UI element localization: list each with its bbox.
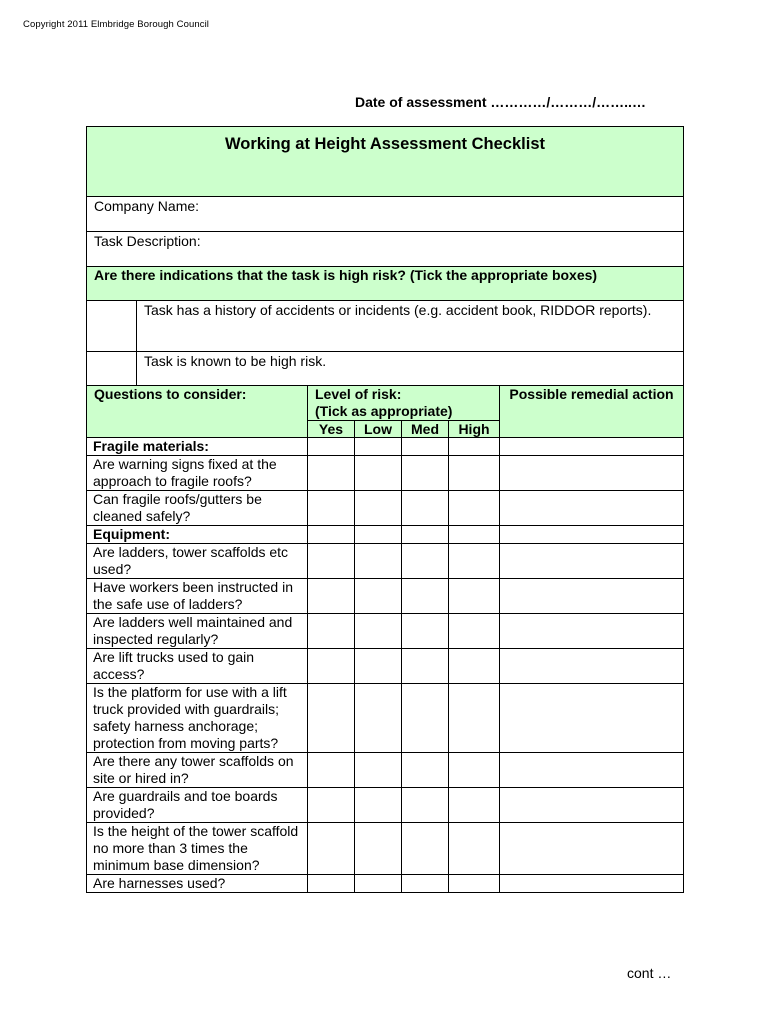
continued-note: cont … <box>627 965 672 981</box>
question-text: Have workers been instructed in the safe use of ladders? <box>87 579 308 614</box>
high-header: High <box>449 421 500 438</box>
risk-tick-cell[interactable] <box>449 526 500 544</box>
risk-tick-cell[interactable] <box>308 526 355 544</box>
yes-tick-cell[interactable] <box>308 684 355 753</box>
low-tick-cell[interactable] <box>355 788 402 823</box>
risk-tick-cell[interactable] <box>355 438 402 456</box>
risk-tick-cell[interactable] <box>355 526 402 544</box>
remedial-action-cell[interactable] <box>500 684 684 753</box>
med-tick-cell[interactable] <box>402 823 449 875</box>
yes-tick-cell[interactable] <box>308 753 355 788</box>
yes-tick-cell[interactable] <box>308 614 355 649</box>
indicator-checkbox[interactable] <box>87 352 137 386</box>
section-heading: Fragile materials: <box>87 438 308 456</box>
indicator-text: Task has a history of accidents or incidents (e.g. accident book, RIDDOR reports). <box>137 301 684 352</box>
high-tick-cell[interactable] <box>449 875 500 893</box>
assessment-checklist-table <box>86 126 684 893</box>
med-header: Med <box>402 421 449 438</box>
copyright-notice: Copyright 2011 Elmbridge Borough Council <box>23 19 210 30</box>
remedial-action-cell[interactable] <box>500 491 684 526</box>
med-tick-cell[interactable] <box>402 579 449 614</box>
date-of-assessment: Date of assessment …………/………/……..… <box>355 94 646 110</box>
med-tick-cell[interactable] <box>402 649 449 684</box>
remedial-action-cell[interactable] <box>500 788 684 823</box>
question-text: Is the platform for use with a lift truck provided with guardrails; safety harness anchorage; protection from moving parts? <box>87 684 308 753</box>
questions-header: Questions to consider: <box>87 386 308 438</box>
remedial-action-cell[interactable] <box>500 875 684 893</box>
yes-tick-cell[interactable] <box>308 544 355 579</box>
high-tick-cell[interactable] <box>449 823 500 875</box>
question-row <box>87 875 684 893</box>
med-tick-cell[interactable] <box>402 875 449 893</box>
level-of-risk-label: Level of risk: <box>315 386 402 402</box>
remedial-action-cell[interactable] <box>500 753 684 788</box>
med-tick-cell[interactable] <box>402 684 449 753</box>
high-tick-cell[interactable] <box>449 544 500 579</box>
high-tick-cell[interactable] <box>449 491 500 526</box>
question-text: Are ladders, tower scaffolds etc used? <box>87 544 308 579</box>
company-name-field[interactable]: Company Name: <box>87 197 684 232</box>
med-tick-cell[interactable] <box>402 753 449 788</box>
yes-tick-cell[interactable] <box>308 456 355 491</box>
question-text: Is the height of the tower scaffold no more than 3 times the minimum base dimension? <box>87 823 308 875</box>
yes-tick-cell[interactable] <box>308 579 355 614</box>
low-tick-cell[interactable] <box>355 684 402 753</box>
high-tick-cell[interactable] <box>449 614 500 649</box>
high-tick-cell[interactable] <box>449 456 500 491</box>
yes-tick-cell[interactable] <box>308 823 355 875</box>
high-tick-cell[interactable] <box>449 684 500 753</box>
low-tick-cell[interactable] <box>355 753 402 788</box>
remedial-action-cell[interactable] <box>500 456 684 491</box>
low-header: Low <box>355 421 402 438</box>
section-heading: Equipment: <box>87 526 308 544</box>
question-row <box>87 579 684 614</box>
remedial-action-cell[interactable] <box>500 526 684 544</box>
question-row <box>87 456 684 491</box>
checklist-title: Working at Height Assessment Checklist <box>87 127 684 197</box>
question-row <box>87 491 684 526</box>
section-row <box>87 438 684 456</box>
low-tick-cell[interactable] <box>355 491 402 526</box>
high-tick-cell[interactable] <box>449 579 500 614</box>
remedial-action-cell[interactable] <box>500 544 684 579</box>
yes-tick-cell[interactable] <box>308 875 355 893</box>
indicator-text: Task is known to be high risk. <box>137 352 684 386</box>
high-tick-cell[interactable] <box>449 753 500 788</box>
question-row <box>87 788 684 823</box>
remedial-action-cell[interactable] <box>500 823 684 875</box>
med-tick-cell[interactable] <box>402 456 449 491</box>
task-description-field[interactable]: Task Description: <box>87 232 684 267</box>
low-tick-cell[interactable] <box>355 614 402 649</box>
level-of-risk-header <box>308 386 500 421</box>
yes-tick-cell[interactable] <box>308 491 355 526</box>
low-tick-cell[interactable] <box>355 544 402 579</box>
risk-tick-cell[interactable] <box>308 438 355 456</box>
med-tick-cell[interactable] <box>402 491 449 526</box>
question-text: Are guardrails and toe boards provided? <box>87 788 308 823</box>
question-text: Are there any tower scaffolds on site or hired in? <box>87 753 308 788</box>
question-row <box>87 684 684 753</box>
low-tick-cell[interactable] <box>355 456 402 491</box>
yes-tick-cell[interactable] <box>308 788 355 823</box>
low-tick-cell[interactable] <box>355 579 402 614</box>
low-tick-cell[interactable] <box>355 823 402 875</box>
question-text: Are lift trucks used to gain access? <box>87 649 308 684</box>
remedial-action-cell[interactable] <box>500 579 684 614</box>
tick-as-appropriate-label: (Tick as appropriate) <box>315 403 453 419</box>
question-row <box>87 753 684 788</box>
question-text: Are warning signs fixed at the approach to fragile roofs? <box>87 456 308 491</box>
high-tick-cell[interactable] <box>449 649 500 684</box>
section-row <box>87 526 684 544</box>
indicator-checkbox[interactable] <box>87 301 137 352</box>
yes-header: Yes <box>308 421 355 438</box>
risk-tick-cell[interactable] <box>402 526 449 544</box>
remedial-action-cell[interactable] <box>500 649 684 684</box>
low-tick-cell[interactable] <box>355 875 402 893</box>
med-tick-cell[interactable] <box>402 544 449 579</box>
risk-tick-cell[interactable] <box>449 438 500 456</box>
med-tick-cell[interactable] <box>402 788 449 823</box>
med-tick-cell[interactable] <box>402 614 449 649</box>
question-row <box>87 649 684 684</box>
remedial-action-cell[interactable] <box>500 438 684 456</box>
low-tick-cell[interactable] <box>355 649 402 684</box>
risk-tick-cell[interactable] <box>402 438 449 456</box>
question-text: Can fragile roofs/gutters be cleaned safely? <box>87 491 308 526</box>
remedial-action-cell[interactable] <box>500 614 684 649</box>
yes-tick-cell[interactable] <box>308 649 355 684</box>
high-tick-cell[interactable] <box>449 788 500 823</box>
high-risk-question: Are there indications that the task is high risk? (Tick the appropriate boxes) <box>87 267 684 301</box>
question-row <box>87 823 684 875</box>
question-row <box>87 544 684 579</box>
question-text: Are ladders well maintained and inspected regularly? <box>87 614 308 649</box>
remedial-action-header: Possible remedial action <box>500 386 684 438</box>
question-row <box>87 614 684 649</box>
question-text: Are harnesses used? <box>87 875 308 893</box>
